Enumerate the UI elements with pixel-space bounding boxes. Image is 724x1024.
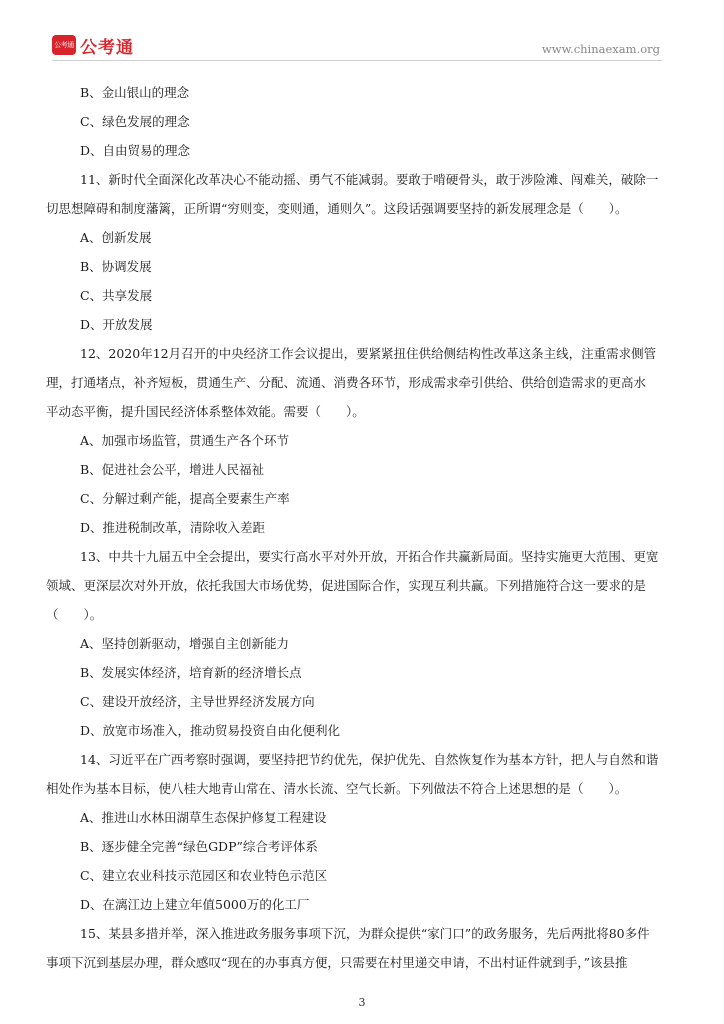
- question: [46, 165, 670, 223]
- question-text-line: 事项下沉到基层办理，群众感叹“现在的办事真方便，只需要在村里递交申请，不出村证件就到手，”该县推: [46, 955, 628, 970]
- answer-option: C、分解过剩产能，提高全要素生产率: [80, 491, 290, 506]
- answer-option: C、建设开放经济，主导世界经济发展方向: [80, 694, 315, 709]
- question-text-line: 相处作为基本目标，使八桂大地青山常在、清水长流、空气长新。下列做法不符合上述思想的是（ ）。: [46, 781, 628, 796]
- answer-option: B、金山银山的理念: [80, 85, 190, 100]
- answer-option: B、协调发展: [80, 259, 152, 274]
- question-text-line: 13、中共十九届五中全会提出，要实行高水平对外开放，开拓合作共赢新局面。坚持实施更大范围、更宽: [80, 549, 659, 564]
- question-text-line: （ ）。: [46, 607, 103, 622]
- answer-option: A、推进山水林田湖草生态保护修复工程建设: [80, 810, 327, 825]
- site-logo[interactable]: [52, 34, 134, 56]
- answer-option: C、建立农业科技示范园区和农业特色示范区: [80, 868, 328, 883]
- question: [46, 745, 670, 803]
- answer-option: C、共享发展: [80, 288, 153, 303]
- question-text-line: 14、习近平在广西考察时强调，要坚持把节约优先，保护优先、自然恢复作为基本方针，把人与自然和谐: [80, 752, 659, 767]
- answer-option: B、促进社会公平，增进人民福祉: [80, 462, 265, 477]
- question: [46, 339, 670, 426]
- header-divider: [52, 60, 662, 61]
- answer-option: D、自由贸易的理念: [80, 143, 191, 158]
- question-text-line: 理，打通堵点，补齐短板，贯通生产、分配、流通、消费各环节，形成需求牵引供给、供给创造需求的更高水: [46, 375, 647, 390]
- page-number: 3: [358, 996, 366, 1009]
- answer-option: A、加强市场监管，贯通生产各个环节: [80, 433, 290, 448]
- answer-option: A、坚持创新驱动，增强自主创新能力: [80, 636, 290, 651]
- question-text-line: 平动态平衡，提升国民经济体系整体效能。需要（ ）。: [46, 404, 365, 419]
- page-header: [0, 0, 724, 62]
- question-text-line: 12、2020年12月召开的中央经济工作会议提出，要紧紧扭住供给侧结构性改革这条主线，注重需求侧管: [80, 346, 657, 361]
- question-text-line: 切思想障碍和制度藩篱，正所谓“穷则变，变则通，通则久”。这段话强调要坚持的新发展理念是（ ）。: [46, 201, 628, 216]
- answer-option: D、开放发展: [80, 317, 153, 332]
- question: [46, 542, 670, 629]
- answer-option: B、发展实体经济，培育新的经济增长点: [80, 665, 302, 680]
- answer-option: D、放宽市场准入，推动贸易投资自由化便利化: [80, 723, 341, 738]
- question-text-line: 15、某县多措并举，深入推进政务服务事项下沉，为群众提供“家门口”的政务服务，先后两批将80多件: [80, 926, 650, 941]
- logo-text: 公考通: [80, 37, 134, 58]
- answer-option: B、逐步健全完善“绿色GDP”综合考评体系: [80, 839, 318, 854]
- site-url[interactable]: www.chinaexam.org: [541, 42, 660, 56]
- answer-option: D、推进税制改革，清除收入差距: [80, 520, 266, 535]
- question-text-line: 11、新时代全面深化改革决心不能动摇、勇气不能减弱。要敢于啃硬骨头，敢于涉险滩、闯难关，破除一: [80, 172, 659, 187]
- logo-icon: 公考通: [52, 35, 76, 55]
- answer-option: A、创新发展: [80, 230, 152, 245]
- question-text-line: 领域、更深层次对外开放，依托我国大市场优势，促进国际合作，实现互利共赢。下列措施符合这一要求的是: [46, 578, 647, 593]
- answer-option: C、绿色发展的理念: [80, 114, 190, 129]
- answer-option: D、在漓江边上建立年值5000万的化工厂: [80, 897, 310, 912]
- document-body: [46, 78, 670, 977]
- question: [46, 919, 670, 977]
